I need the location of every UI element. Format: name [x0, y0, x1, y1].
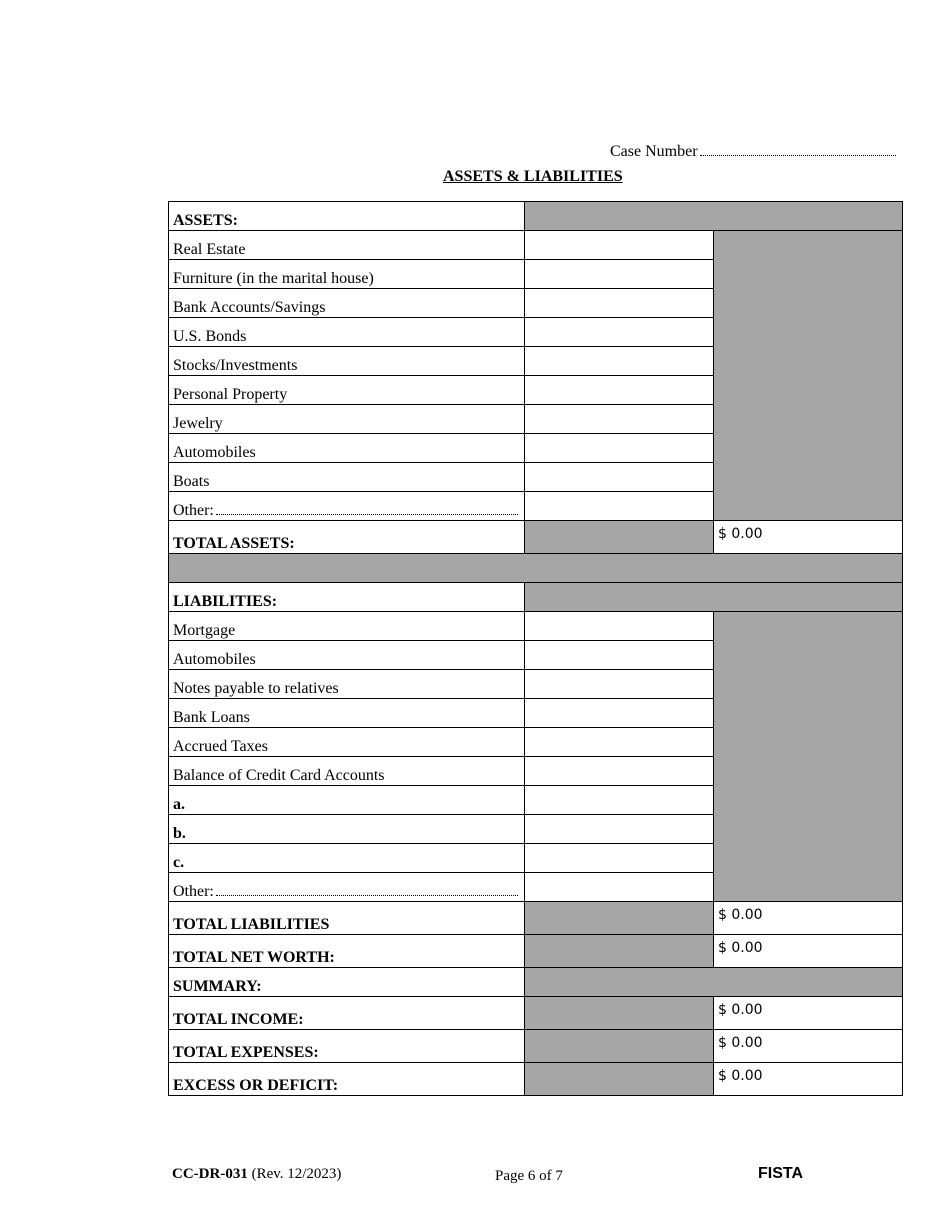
assets-heading-row	[169, 202, 903, 231]
total-income-value[interactable]: $ 0.00	[714, 997, 903, 1030]
liability-label-notes-payable: Notes payable to relatives	[169, 670, 525, 699]
liability-other-cell	[169, 873, 525, 902]
asset-other-cell	[169, 492, 525, 521]
footer-org: FISTA	[758, 1165, 804, 1182]
excess-deficit-row	[169, 1063, 903, 1096]
liability-label-accrued-taxes: Accrued Taxes	[169, 728, 525, 757]
asset-label-automobiles: Automobiles	[169, 434, 525, 463]
liability-other-input-line[interactable]	[216, 883, 518, 896]
excess-deficit-label: EXCESS OR DEFICIT:	[169, 1063, 525, 1096]
assets-heading: ASSETS:	[169, 202, 525, 231]
total-liabilities-value[interactable]: $ 0.00	[714, 902, 903, 935]
asset-label-bank-accounts: Bank Accounts/Savings	[169, 289, 525, 318]
credit-card-input-b[interactable]	[525, 815, 714, 844]
total-assets-row	[169, 521, 903, 554]
footer-form-code	[172, 1166, 341, 1183]
asset-input-stocks[interactable]	[525, 347, 714, 376]
total-net-worth-value[interactable]: $ 0.00	[714, 935, 903, 968]
total-net-worth-label: TOTAL NET WORTH:	[169, 935, 525, 968]
case-number-field	[610, 141, 896, 161]
asset-input-bank-accounts[interactable]	[525, 289, 714, 318]
liability-input-other[interactable]	[525, 873, 714, 902]
asset-input-us-bonds[interactable]	[525, 318, 714, 347]
asset-label-boats: Boats	[169, 463, 525, 492]
liability-input-notes-payable[interactable]	[525, 670, 714, 699]
credit-card-input-a[interactable]	[525, 786, 714, 815]
liabilities-shaded-block	[714, 612, 903, 902]
asset-label-stocks: Stocks/Investments	[169, 347, 525, 376]
summary-heading: SUMMARY:	[169, 968, 525, 997]
liabilities-heading: LIABILITIES:	[169, 583, 525, 612]
shaded-cell	[525, 997, 714, 1030]
liabilities-heading-row	[169, 583, 903, 612]
liability-label-automobiles: Automobiles	[169, 641, 525, 670]
total-liabilities-label: TOTAL LIABILITIES	[169, 902, 525, 935]
case-number-input-line[interactable]	[700, 141, 896, 156]
separator-row	[169, 554, 903, 583]
page-title: ASSETS & LIABILITIES	[443, 168, 623, 185]
summary-heading-row	[169, 968, 903, 997]
liability-label-mortgage: Mortgage	[169, 612, 525, 641]
shaded-cell	[525, 1063, 714, 1096]
asset-label-personal-property: Personal Property	[169, 376, 525, 405]
total-expenses-value[interactable]: $ 0.00	[714, 1030, 903, 1063]
liability-input-credit-cards[interactable]	[525, 757, 714, 786]
asset-input-jewelry[interactable]	[525, 405, 714, 434]
case-number-label: Case Number	[610, 143, 698, 160]
total-income-row	[169, 997, 903, 1030]
total-expenses-row	[169, 1030, 903, 1063]
total-liabilities-row	[169, 902, 903, 935]
assets-shaded-block	[714, 231, 903, 521]
asset-input-boats[interactable]	[525, 463, 714, 492]
shaded-cell	[525, 583, 903, 612]
asset-label-furniture: Furniture (in the marital house)	[169, 260, 525, 289]
shaded-cell	[525, 1030, 714, 1063]
asset-input-automobiles[interactable]	[525, 434, 714, 463]
credit-card-input-c[interactable]	[525, 844, 714, 873]
total-net-worth-row	[169, 935, 903, 968]
asset-label-jewelry: Jewelry	[169, 405, 525, 434]
asset-other-label: Other:	[173, 502, 214, 519]
asset-input-furniture[interactable]	[525, 260, 714, 289]
shaded-cell	[525, 902, 714, 935]
asset-input-other[interactable]	[525, 492, 714, 521]
total-income-label: TOTAL INCOME:	[169, 997, 525, 1030]
total-assets-label: TOTAL ASSETS:	[169, 521, 525, 554]
asset-input-real-estate[interactable]	[525, 231, 714, 260]
shaded-separator	[169, 554, 903, 583]
asset-label-real-estate: Real Estate	[169, 231, 525, 260]
liability-label-bank-loans: Bank Loans	[169, 699, 525, 728]
credit-card-label-c: c.	[169, 844, 525, 873]
shaded-cell	[525, 968, 903, 997]
table-row	[169, 612, 903, 641]
liability-other-label: Other:	[173, 883, 214, 900]
liability-input-accrued-taxes[interactable]	[525, 728, 714, 757]
form-code: CC-DR-031	[172, 1166, 248, 1182]
shaded-cell	[525, 935, 714, 968]
table-row	[169, 231, 903, 260]
liability-label-credit-cards: Balance of Credit Card Accounts	[169, 757, 525, 786]
page-number: Page 6 of 7	[495, 1168, 563, 1184]
assets-liabilities-table	[168, 201, 903, 1096]
liability-input-automobiles[interactable]	[525, 641, 714, 670]
total-assets-value[interactable]: $ 0.00	[714, 521, 903, 554]
form-revision: (Rev. 12/2023)	[247, 1166, 342, 1182]
credit-card-label-b: b.	[169, 815, 525, 844]
asset-label-us-bonds: U.S. Bonds	[169, 318, 525, 347]
total-expenses-label: TOTAL EXPENSES:	[169, 1030, 525, 1063]
shaded-cell	[525, 521, 714, 554]
shaded-cell	[525, 202, 903, 231]
credit-card-label-a: a.	[169, 786, 525, 815]
liability-input-mortgage[interactable]	[525, 612, 714, 641]
liability-input-bank-loans[interactable]	[525, 699, 714, 728]
asset-other-input-line[interactable]	[216, 502, 518, 515]
excess-deficit-value[interactable]: $ 0.00	[714, 1063, 903, 1096]
asset-input-personal-property[interactable]	[525, 376, 714, 405]
